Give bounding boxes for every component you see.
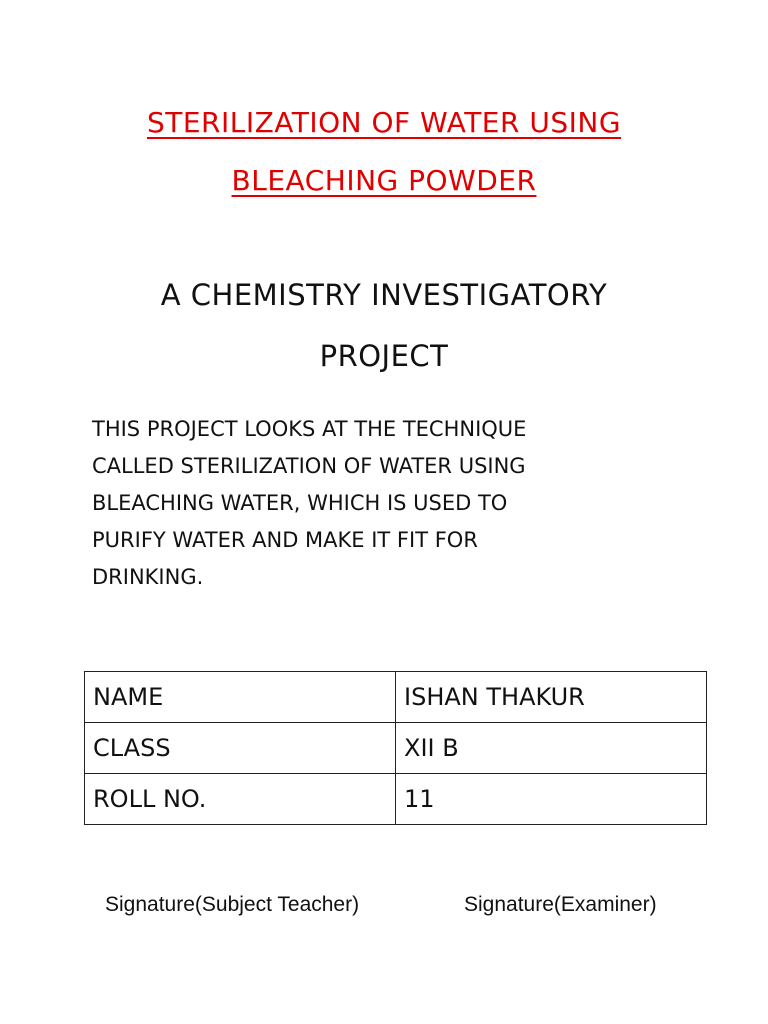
title-line-1-text: STERILIZATION OF WATER USING — [146, 106, 622, 139]
title-line-2 — [0, 164, 768, 197]
table-row — [85, 774, 707, 825]
description-line: BLEACHING WATER, WHICH IS USED TO — [92, 491, 508, 515]
title-line-2-text: BLEACHING POWDER — [231, 164, 537, 197]
subtitle-line-1: A CHEMISTRY INVESTIGATORY — [160, 278, 608, 312]
description-line: DRINKING. — [92, 565, 204, 589]
teacher-signature-label: Signature(Subject Teacher) — [105, 893, 360, 916]
student-info-table — [84, 671, 707, 825]
examiner-signature-label: Signature(Examiner) — [464, 893, 657, 916]
project-description — [92, 411, 692, 596]
description-line: PURIFY WATER AND MAKE IT FIT FOR — [92, 528, 478, 552]
name-label: NAME — [85, 672, 396, 723]
table-row — [85, 672, 707, 723]
subtitle-line-2: PROJECT — [319, 339, 449, 373]
table-row — [85, 723, 707, 774]
roll-no-label: ROLL NO. — [85, 774, 396, 825]
description-line: CALLED STERILIZATION OF WATER USING — [92, 454, 526, 478]
class-value: XII B — [396, 723, 707, 774]
roll-no-value: 11 — [396, 774, 707, 825]
title-line-1 — [0, 106, 768, 139]
description-line: THIS PROJECT LOOKS AT THE TECHNIQUE — [92, 417, 527, 441]
class-label: CLASS — [85, 723, 396, 774]
name-value: ISHAN THAKUR — [396, 672, 707, 723]
